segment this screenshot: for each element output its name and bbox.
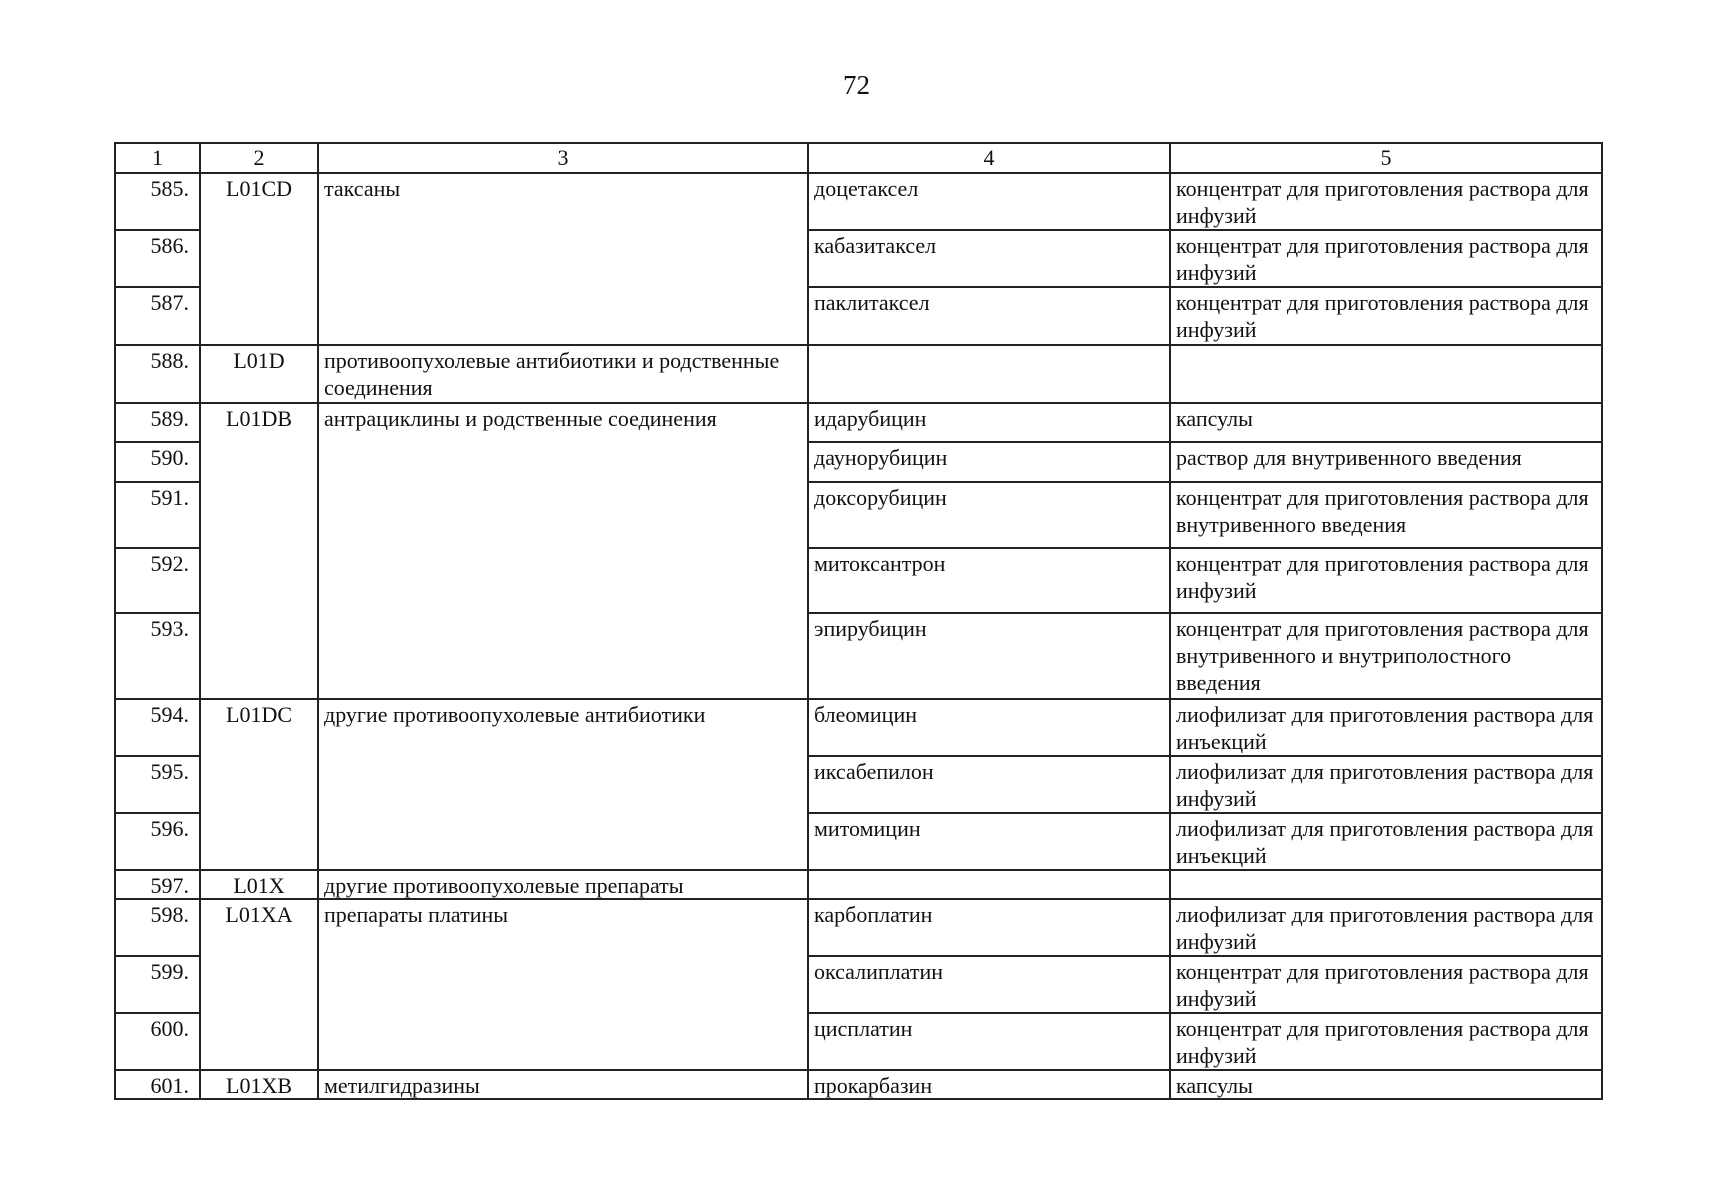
column-header-3: 3: [319, 144, 809, 174]
dosage-form: капсулы: [1171, 1071, 1603, 1100]
dosage-form: концентрат для приготовления раствора для инфузий: [1171, 288, 1603, 346]
group-description: другие противоопухолевые антибиотики: [319, 700, 809, 871]
row-number: 594.: [116, 700, 201, 757]
dosage-form: лиофилизат для приготовления раствора для инъекций: [1171, 814, 1603, 871]
dosage-form: концентрат для приготовления раствора для инфузий: [1171, 231, 1603, 288]
row-number: 586.: [116, 231, 201, 288]
row-number: 587.: [116, 288, 201, 346]
column-header-4: 4: [809, 144, 1171, 174]
dosage-form: концентрат для приготовления раствора для внутривенного введения: [1171, 483, 1603, 549]
drug-name: прокарбазин: [809, 1071, 1171, 1100]
drug-table: [114, 142, 1603, 1100]
drug-name: митоксантрон: [809, 549, 1171, 614]
group-description: противоопухолевые антибиотики и родственные соединения: [319, 346, 809, 404]
atc-code: L01XB: [201, 1071, 319, 1100]
dosage-form: лиофилизат для приготовления раствора для инъекций: [1171, 700, 1603, 757]
drug-name: кабазитаксел: [809, 231, 1171, 288]
row-number: 601.: [116, 1071, 201, 1100]
atc-code: L01XA: [201, 900, 319, 1071]
drug-name: доцетаксел: [809, 174, 1171, 231]
dosage-form: концентрат для приготовления раствора для инфузий: [1171, 174, 1603, 231]
column-header-1: 1: [116, 144, 201, 174]
row-number: 591.: [116, 483, 201, 549]
drug-name: блеомицин: [809, 700, 1171, 757]
group-description: метилгидразины: [319, 1071, 809, 1100]
drug-name: цисплатин: [809, 1014, 1171, 1071]
row-number: 589.: [116, 404, 201, 443]
atc-code: L01DC: [201, 700, 319, 871]
row-number: 588.: [116, 346, 201, 404]
atc-code: L01D: [201, 346, 319, 404]
drug-name: даунорубицин: [809, 443, 1171, 483]
drug-name: [809, 346, 1171, 404]
group-description: таксаны: [319, 174, 809, 346]
row-number: 600.: [116, 1014, 201, 1071]
row-number: 599.: [116, 957, 201, 1014]
column-header-5: 5: [1171, 144, 1603, 174]
dosage-form: [1171, 346, 1603, 404]
drug-name: эпирубицин: [809, 614, 1171, 700]
row-number: 585.: [116, 174, 201, 231]
dosage-form: капсулы: [1171, 404, 1603, 443]
row-number: 590.: [116, 443, 201, 483]
group-description: препараты платины: [319, 900, 809, 1071]
group-description: другие противоопухолевые препараты: [319, 871, 809, 900]
dosage-form: лиофилизат для приготовления раствора для инфузий: [1171, 900, 1603, 957]
row-number: 593.: [116, 614, 201, 700]
page-number: 72: [843, 70, 870, 100]
dosage-form: концентрат для приготовления раствора для инфузий: [1171, 549, 1603, 614]
row-number: 597.: [116, 871, 201, 900]
row-number: 592.: [116, 549, 201, 614]
dosage-form: раствор для внутривенного введения: [1171, 443, 1603, 483]
atc-code: L01DB: [201, 404, 319, 700]
dosage-form: [1171, 871, 1603, 900]
drug-name: оксалиплатин: [809, 957, 1171, 1014]
drug-name: карбоплатин: [809, 900, 1171, 957]
drug-name: паклитаксел: [809, 288, 1171, 346]
drug-name: [809, 871, 1171, 900]
atc-code: L01X: [201, 871, 319, 900]
drug-name: митомицин: [809, 814, 1171, 871]
row-number: 598.: [116, 900, 201, 957]
atc-code: L01CD: [201, 174, 319, 346]
group-description: антрациклины и родственные соединения: [319, 404, 809, 700]
dosage-form: лиофилизат для приготовления раствора для инфузий: [1171, 757, 1603, 814]
drug-name: иксабепилон: [809, 757, 1171, 814]
dosage-form: концентрат для приготовления раствора для инфузий: [1171, 957, 1603, 1014]
drug-name: идарубицин: [809, 404, 1171, 443]
dosage-form: концентрат для приготовления раствора для внутривенного и внутриполостного введения: [1171, 614, 1603, 700]
column-header-2: 2: [201, 144, 319, 174]
row-number: 596.: [116, 814, 201, 871]
row-number: 595.: [116, 757, 201, 814]
drug-name: доксорубицин: [809, 483, 1171, 549]
dosage-form: концентрат для приготовления раствора для инфузий: [1171, 1014, 1603, 1071]
